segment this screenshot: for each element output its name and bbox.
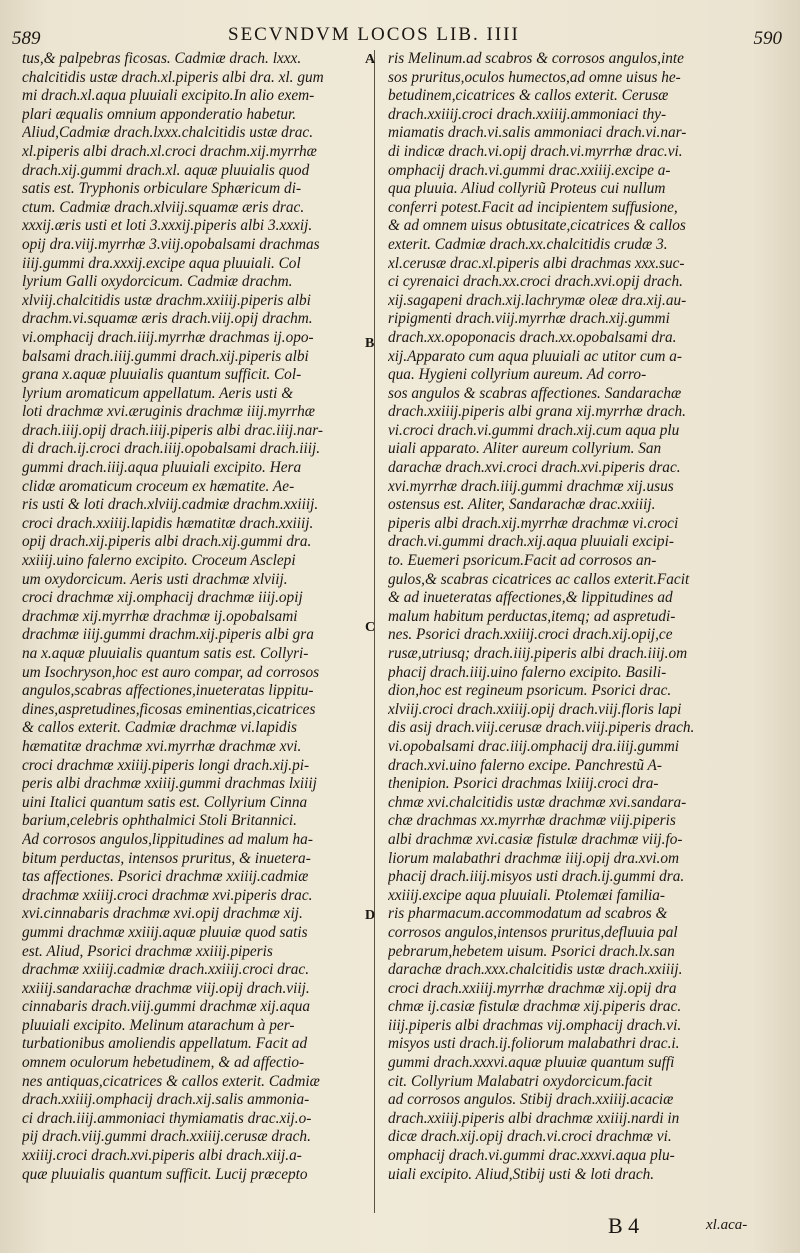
text-line: clidæ aromaticum croceum ex hæmatite. Ae- <box>22 477 295 495</box>
text-line: gummi drach.iiij.aqua pluuiali excipito. Hera <box>22 459 302 477</box>
right-page-number: 590 <box>753 28 782 49</box>
text-line: exterit. Cadmiæ drach.xx.chalcitidis crudæ 3. <box>388 235 668 253</box>
text-line: omphacij drach.vi.gummi drac.xxiiij.excipe a- <box>388 161 671 179</box>
text-line: um oxydorcicum. Aeris usti drachmæ xlviij. <box>22 570 288 588</box>
margin-letter-a: A <box>365 52 376 67</box>
text-line: dines,aspretudines,ficosas eminentias,cicatrices <box>22 700 316 718</box>
text-line: qua pluuia. Aliud collyriũ Proteus cui nullum <box>388 180 666 198</box>
text-line: & ad omnem uisus obtusitate,cicatrices & callos <box>388 217 686 235</box>
text-line: albi drachmæ xvi.casiæ fistulæ drachmæ viij.fo- <box>388 830 683 848</box>
text-line: malum habitum perductas,itemq; ad aspretudi- <box>388 607 676 625</box>
text-line: drach.xxiiij.piperis albi drachmæ xxiiij.nardi in <box>388 1109 680 1127</box>
text-line: chalcitidis ustæ drach.xl.piperis albi dra. xl. gum <box>22 68 324 86</box>
text-line: xij.sagapeni drach.xij.lachrymæ oleæ dra.xij.au- <box>388 291 687 309</box>
text-line: plari æqualis omnium apponderatio habetur. <box>22 105 297 123</box>
text-line: ad corrosos angulos. Stibij drach.xxiiij.acaciæ <box>388 1091 674 1109</box>
text-line: xxiiij.excipe aqua pluuiali. Ptolemæi familia- <box>388 886 665 904</box>
catchword: xl.aca- <box>706 1217 748 1233</box>
page-footer <box>0 1213 800 1243</box>
text-line: gummi drachmæ xxiiij.aquæ pluuiæ quod satis <box>22 923 308 941</box>
text-line: xlviij.chalcitidis ustæ drachm.xxiiij.piperis albi <box>22 291 311 309</box>
text-line: xxiiij.croci drach.xvi.piperis albi drach.xiij.a- <box>22 1147 302 1165</box>
text-line: xvi.myrrhæ drach.iiij.gummi drachmæ xij.usus <box>388 477 674 495</box>
text-line: chæ drachmas xx.myrrhæ drachmæ viij.piperis <box>388 812 676 830</box>
text-line: sos pruritus,oculos humectos,ad omne uisus he- <box>388 68 681 86</box>
text-line: balsami drach.iiij.gummi drach.xij.piperis albi <box>22 347 309 365</box>
text-line: miamatis drach.vi.salis ammoniaci drach.vi.nar- <box>388 124 687 142</box>
text-line: darachæ drach.xvi.croci drach.xvi.piperis drac. <box>388 459 681 477</box>
text-line: vi.opobalsami drac.iiij.omphacij dra.iiij.gummi <box>388 737 680 755</box>
text-line: conferri potest.Facit ad incipientem suffusione, <box>388 198 678 216</box>
text-line: phacij drach.iiij.uino falerno excipito. Basili- <box>388 663 667 681</box>
text-line: ris Melinum.ad scabros & corrosos angulos,inte <box>388 50 684 67</box>
text-line: drach.xvi.uino falerno excipe. Panchrestũ A- <box>388 756 662 774</box>
text-line: ci cyrenaici drach.xx.croci drach.xvi.opij drach. <box>388 273 683 291</box>
text-line: uiali excipito. Aliud,Stibij usti & loti drach. <box>388 1165 655 1183</box>
text-line: nes. Psorici drach.xxiiij.croci drach.xij.opij,ce <box>388 626 673 644</box>
text-line: dion,hoc est regineum psoricum. Psorici drac. <box>388 682 672 700</box>
text-line: xl.cerusæ drac.xl.piperis albi drachmas xxx.suc- <box>388 254 685 272</box>
text-line: est. Aliud, Psorici drachmæ xxiiij.piperis <box>22 942 273 960</box>
text-line: Ad corrosos angulos,lippitudines ad malum ha- <box>22 830 313 848</box>
left-page-number: 589 <box>12 28 41 49</box>
text-line: xij.Apparato cum aqua pluuiali ac utitor cum a- <box>388 347 683 365</box>
text-line: croci drach.xxiiij.lapidis hæmatitæ drach.xxiiij. <box>22 514 314 532</box>
text-line: ci drach.iiij.ammoniaci thymiamatis drac.xij.o- <box>22 1109 312 1127</box>
text-line: lyrium aromaticum appellatum. Aeris usti & <box>22 384 294 402</box>
text-line: satis est. Tryphonis orbiculare Sphæricum di- <box>22 180 302 198</box>
text-line: na x.aquæ pluuialis quantum satis est. Collyri- <box>22 645 309 662</box>
text-line: croci drachmæ xij.omphacij drachmæ iiij.opij <box>22 589 303 607</box>
text-line: chmæ xvi.chalcitidis ustæ drachmæ xvi.sandara- <box>388 793 687 811</box>
text-line: liorum malabathri drachmæ iiij.opij dra.xvi.om <box>388 849 680 867</box>
text-line: pij drach.viij.gummi drach.xxiiij.cerusæ drach. <box>22 1128 311 1146</box>
text-line: thenipion. Psorici drachmas lxiiij.croci dra- <box>388 775 659 793</box>
text-line: dicæ drach.xij.opij drach.vi.croci drachmæ vi. <box>388 1128 672 1146</box>
text-line: pebrarum,hebetem uisum. Psorici drach.lx.san <box>388 942 675 960</box>
text-line: iiij.gummi dra.xxxij.excipe aqua pluuiali. Col <box>22 254 301 272</box>
text-line: xxiiij.uino falerno excipito. Croceum Asclepi <box>22 552 296 570</box>
text-line: rusæ,utriusq; drach.iiij.piperis albi drach.iiij.om <box>388 645 688 662</box>
text-line: iiij.piperis albi drachmas vij.omphacij drach.vi. <box>388 1016 682 1034</box>
text-line: grana x.aquæ pluuialis quantum sufficit. Col- <box>22 366 302 384</box>
text-line: ostensus est. Aliter, Sandarachæ drac.xxiiij. <box>388 496 656 514</box>
margin-letter-b: B <box>365 336 375 351</box>
text-line: uiali apparato. Aliter aureum collyrium. San <box>388 440 662 458</box>
text-line: drach.xxiiij.omphacij drach.xij.salis ammonia- <box>22 1091 310 1109</box>
text-line: peris albi drachmæ xxiiij.gummi drachmas lxiiij <box>22 775 317 793</box>
signature-mark: B 4 <box>608 1213 640 1238</box>
text-line: tas affectiones. Psorici drachmæ xxiiij.cadmiæ <box>22 868 309 886</box>
text-line: qua. Hygieni collyrium aureum. Ad corro- <box>388 366 647 384</box>
text-line: barium,celebris ophthalmici Stoli Britannici. <box>22 812 297 830</box>
text-line: sos angulos & scabras affectiones. Sandarachæ <box>388 384 682 402</box>
text-line: lyrium Galli oxydorcicum. Cadmiæ drachm. <box>22 273 293 291</box>
text-line: mi drach.xl.aqua pluuiali excipito.In alio exem- <box>22 87 315 105</box>
right-text-column <box>388 50 790 1184</box>
text-line: croci drach.xxiiij.myrrhæ drachmæ xij.opij dra <box>388 979 677 997</box>
text-line: quæ pluuialis quantum sufficit. Lucij præcepto <box>22 1165 308 1183</box>
text-line: loti drachmæ xvi.æruginis drachmæ iiij.myrrhæ <box>22 403 315 421</box>
text-line: vi.omphacij drach.iiij.myrrhæ drachmas ij.opo- <box>22 328 314 346</box>
text-line: drach.xxiiij.piperis albi grana xij.myrrhæ drach. <box>388 403 686 421</box>
text-line: um Isochryson,hoc est auro compar, ad corrosos <box>22 663 320 681</box>
text-line: drach.vi.gummi drach.xij.aqua pluuiali excipi- <box>388 533 674 551</box>
text-line: xxxij.æris usti et loti 3.xxxij.piperis albi 3.xxxij. <box>22 217 313 235</box>
text-line: & ad inueteratas affectiones,& lippitudines ad <box>388 589 673 607</box>
left-text-column <box>22 50 362 1184</box>
text-line: dis asij drach.viij.cerusæ drach.viij.piperis drach. <box>388 719 695 737</box>
margin-letter-d: D <box>365 908 376 923</box>
text-line: opij drach.xij.piperis albi drach.xij.gummi dra. <box>22 533 312 551</box>
text-line: drach.iiij.opij drach.iiij.piperis albi drac.iiij.nar- <box>22 421 323 439</box>
text-line: ris pharmacum.accommodatum ad scabros & <box>388 905 668 923</box>
text-line: cinnabaris drach.viij.gummi drachmæ xij.aqua <box>22 998 311 1016</box>
text-line: gummi drach.xxxvi.aquæ pluuiæ quantum suffi <box>388 1054 675 1072</box>
text-line: di indicæ drach.vi.opij drach.vi.myrrhæ drac.vi. <box>388 142 683 160</box>
text-line: tus,& palpebras ficosas. Cadmiæ drach. lxxx. <box>22 50 302 67</box>
text-line: phacij drach.iiij.misyos usti drach.ij.gummi dra. <box>388 868 685 886</box>
text-line: xxiiij.sandarachæ drachmæ viij.opij drach.viij. <box>22 979 310 997</box>
text-line: darachæ drach.xxx.chalcitidis ustæ drach.xxiiij. <box>388 961 683 979</box>
text-line: drach.xij.gummi drach.xl. aquæ pluuialis quod <box>22 161 310 179</box>
text-line: ripigmenti drach.viij.myrrhæ drach.xij.gummi <box>388 310 670 328</box>
text-line: omphacij drach.vi.gummi drac.xxxvi.aqua plu- <box>388 1147 675 1165</box>
text-line: turbationibus amoliendis appellatum. Facit ad <box>22 1035 308 1053</box>
text-line: drachmæ iiij.gummi drachm.xij.piperis albi gra <box>22 626 314 644</box>
text-line: corrosos angulos,intensos pruritus,defluuia pal <box>388 923 678 941</box>
text-line: nes antiquas,cicatrices & callos exterit. Cadmiæ <box>22 1072 320 1090</box>
text-line: piperis albi drach.xij.myrrhæ drachmæ vi.croci <box>388 514 679 532</box>
text-line: pluuiali excipito. Melinum atarachum à per- <box>22 1016 295 1034</box>
text-line: omnem oculorum hebetudinem, & ad affectio- <box>22 1054 305 1072</box>
text-line: drachmæ xxiiij.croci drachmæ xvi.piperis drac. <box>22 886 313 904</box>
text-line: di drach.ij.croci drach.iiij.opobalsami drach.iiij. <box>22 440 321 458</box>
running-header <box>0 22 800 52</box>
text-line: xl.piperis albi drach.xl.croci drachm.xij.myrrhæ <box>22 142 317 160</box>
text-line: to. Euemeri psoricum.Facit ad corrosos an- <box>388 552 657 570</box>
text-line: xvi.cinnabaris drachmæ xvi.opij drachmæ xij. <box>22 905 303 923</box>
text-line: gulos,& scabras cicatrices ac callos exterit.Facit <box>388 570 690 588</box>
text-line: misyos usti drach.ij.foliorum malabathri drac.i. <box>388 1035 680 1053</box>
text-line: hæmatitæ drachmæ xvi.myrrhæ drachmæ xvi. <box>22 737 302 755</box>
text-line: drach.xx.opoponacis drach.xx.opobalsami dra. <box>388 328 677 346</box>
text-line: drachmæ xxiiij.cadmiæ drach.xxiiij.croci drac. <box>22 961 310 979</box>
text-line: bitum perductas, intensos pruritus, & inuetera- <box>22 849 311 867</box>
text-line: chmæ ij.casiæ fistulæ drachmæ xij.piperis drac. <box>388 998 682 1016</box>
text-line: drach.xxiiij.croci drach.xxiiij.ammoniaci thy- <box>388 105 667 123</box>
text-line: ctum. Cadmiæ drach.xlviij.squamæ æris drac. <box>22 198 305 216</box>
text-line: Aliud,Cadmiæ drach.lxxx.chalcitidis ustæ drac. <box>22 124 314 142</box>
text-line: & callos exterit. Cadmiæ drachmæ vi.lapidis <box>22 719 297 737</box>
margin-letter-c: C <box>365 620 376 635</box>
text-line: vi.croci drach.vi.gummi drach.xij.cum aqua plu <box>388 421 680 439</box>
text-line: opij dra.viij.myrrhæ 3.viij.opobalsami drachmas <box>22 235 320 253</box>
text-line: croci drachmæ xxiiij.piperis longi drach.xij.pi- <box>22 756 310 774</box>
text-line: angulos,scabras affectiones,inueteratas lippitu- <box>22 682 314 700</box>
text-line: betudinem,cicatrices & callos exterit. Cerusæ <box>388 87 669 105</box>
text-line: xlviij.croci drach.xxiiij.opij drach.viij.floris lapi <box>388 700 682 718</box>
text-line: drachmæ xij.myrrhæ drachmæ ij.opobalsami <box>22 607 298 625</box>
text-line: drachm.vi.squamæ æris drach.viij.opij drachm. <box>22 310 313 328</box>
running-title: SECVNDVM LOCOS LIB. IIII <box>228 24 520 45</box>
text-line: cit. Collyrium Malabatri oxydorcicum.facit <box>388 1072 653 1090</box>
text-line: ris usti & loti drach.xlviij.cadmiæ drachm.xxiiij. <box>22 496 319 514</box>
text-line: uini Italici quantum satis est. Collyrium Cinna <box>22 793 308 811</box>
